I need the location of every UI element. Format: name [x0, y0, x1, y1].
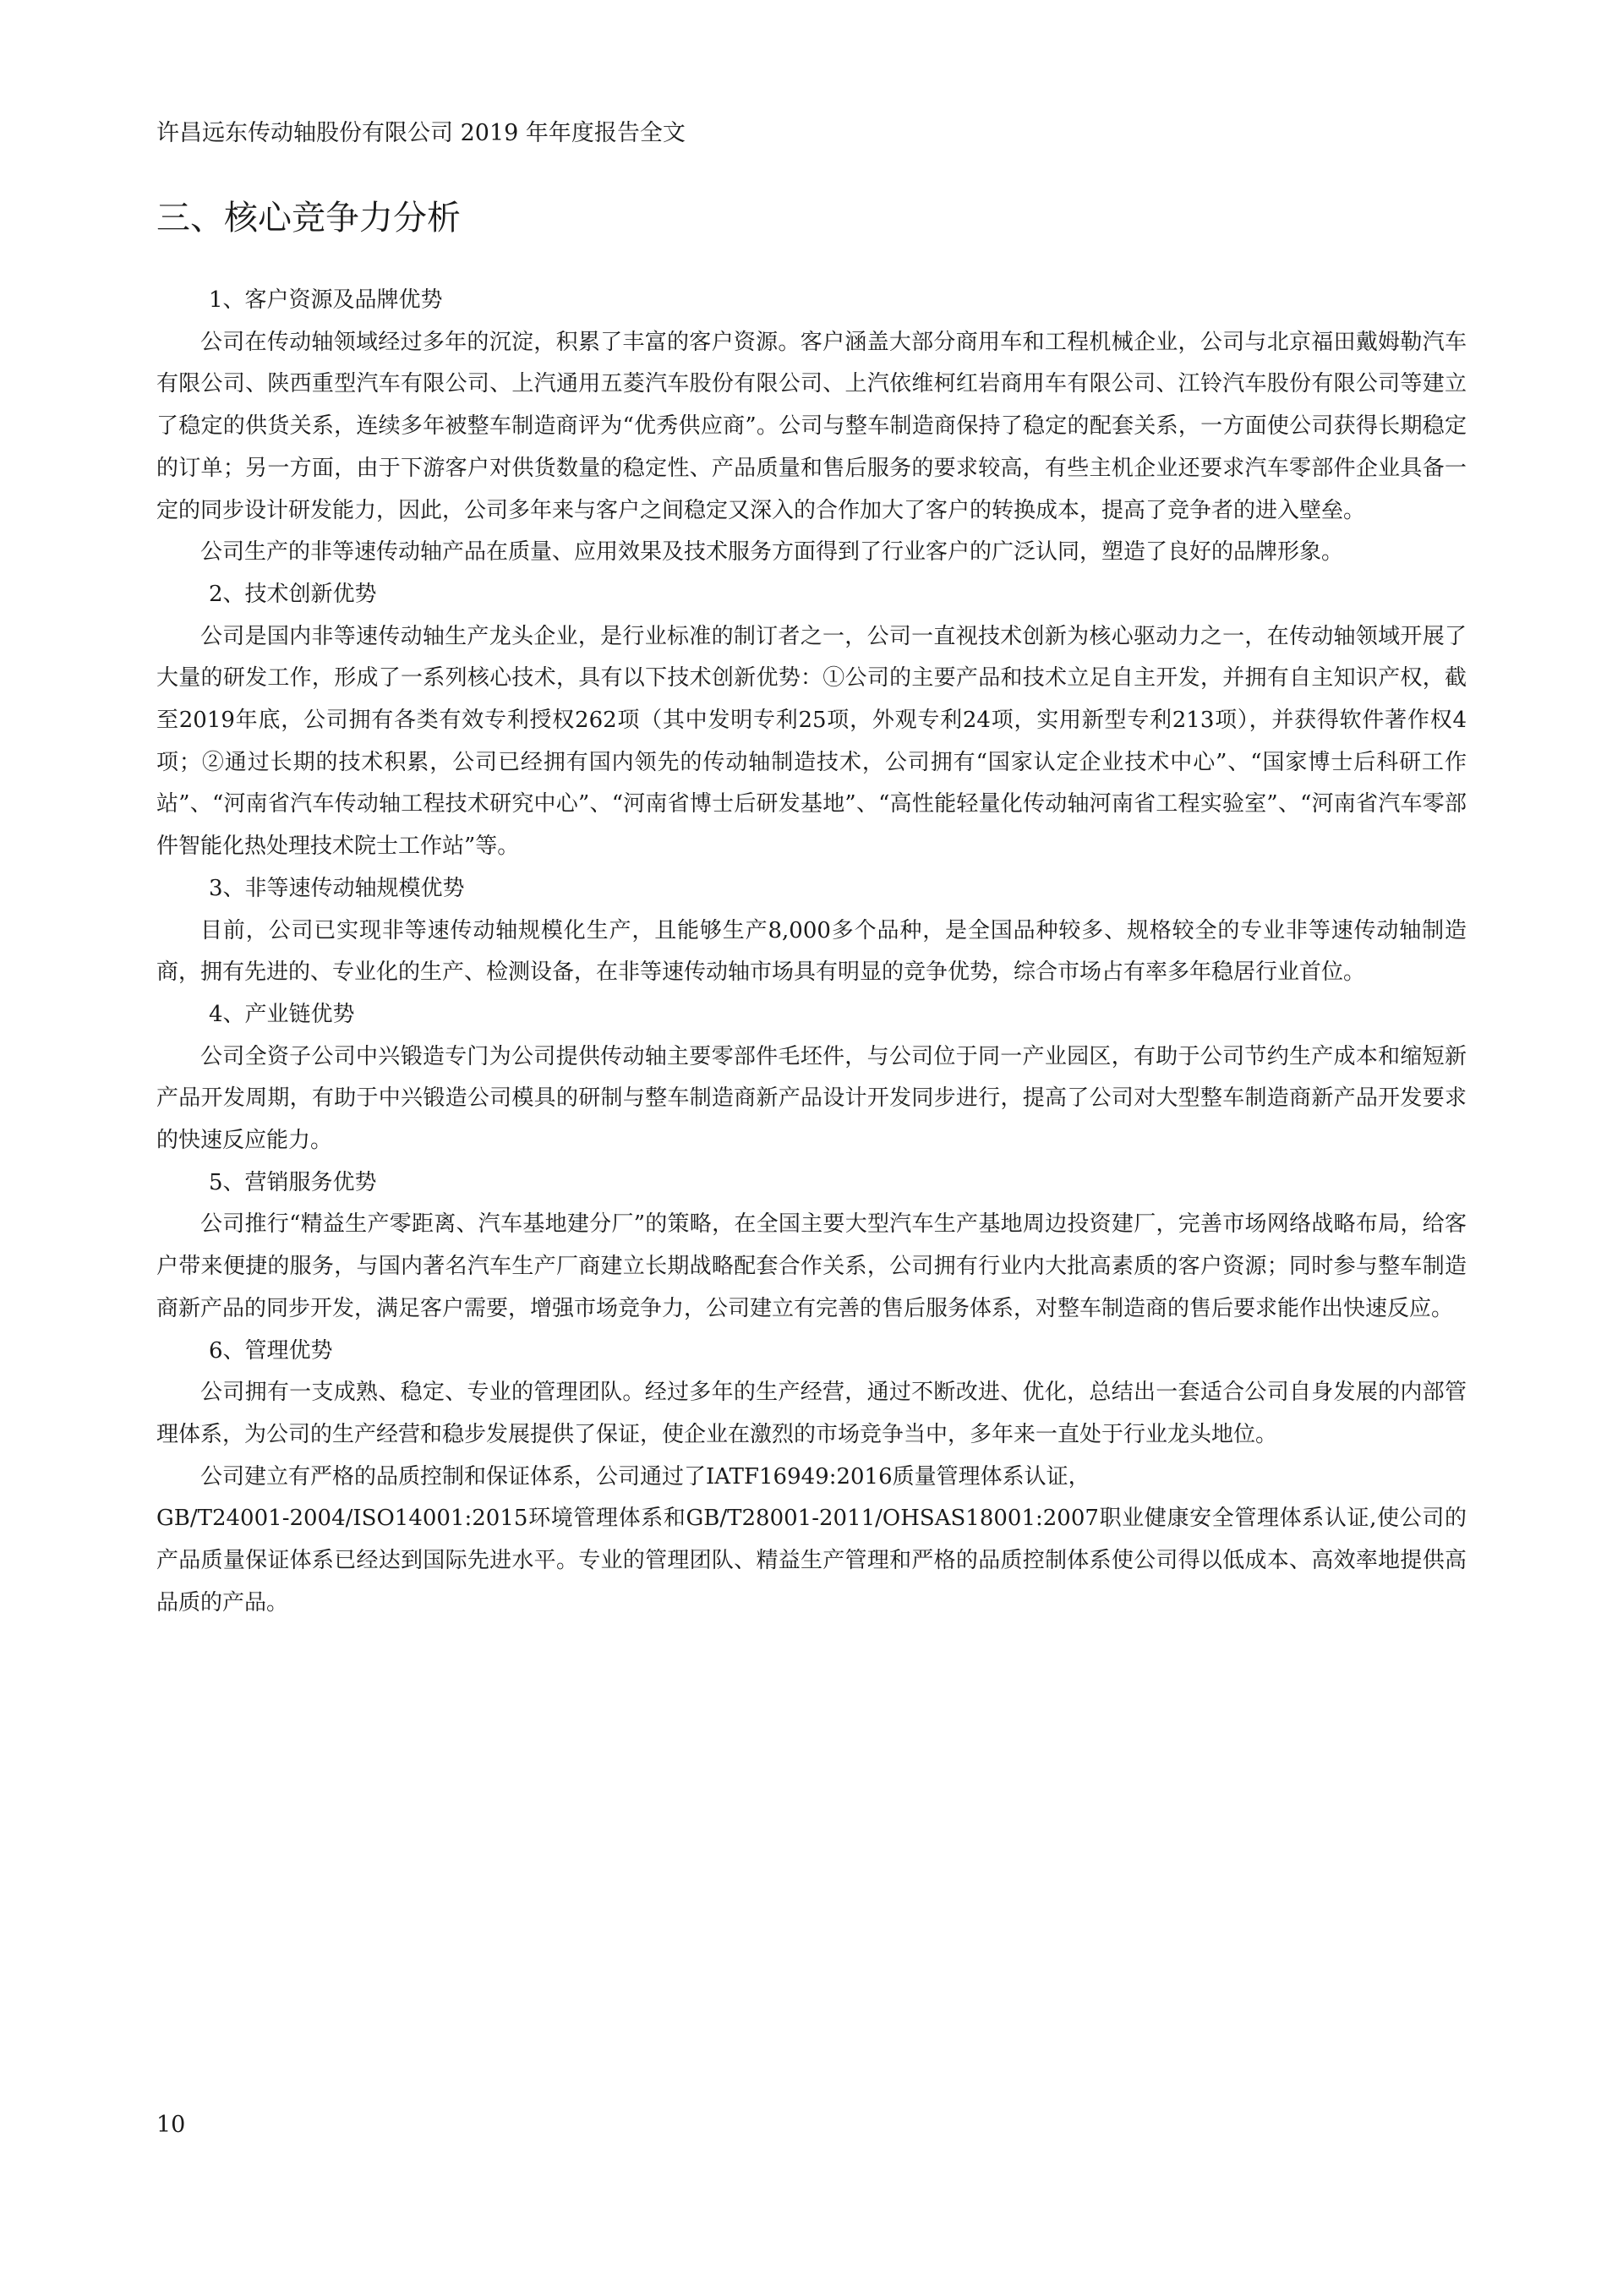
subheading-industry-chain: 4、产业链优势 [209, 1001, 355, 1027]
section-content [156, 280, 1467, 1625]
subheading-customer-resources: 1、客户资源及品牌优势 [209, 287, 443, 313]
subheading-marketing-service: 5、营销服务优势 [209, 1169, 377, 1195]
subheading-scale-advantage: 3、非等速传动轴规模优势 [209, 875, 465, 901]
paragraph-customer-resources: 公司在传动轴领域经过多年的沉淀，积累了丰富的客户资源。客户涵盖大部分商用车和工程机械企业，公司与北京福田戴姆勒汽车有限公司、陕西重型汽车有限公司、上汽通用五菱汽车股份有限公司、上汽依维柯红岩商用车有限公司、江铃汽车股份有限公司等建立了稳定的供货关系，连续多年被整车制造商评为“优秀供应商”。公司与整车制造商保持了稳定的配套关系，一方面使公司获得长期稳定的订单；另一方面，由于下游客户对供货数量的稳定性、产品质量和售后服务的要求较高，有些主机企业还要求汽车零部件企业具备一定的同步设计研发能力，因此，公司多年来与客户之间稳定又深入的合作加大了客户的转换成本，提高了竞争者的进入壁垒。 [156, 329, 1467, 523]
subheading-management: 6、管理优势 [209, 1337, 333, 1364]
paragraph-quality-system-intro: 公司建立有严格的品质控制和保证体系，公司通过了IATF16949:2016质量管理体系认证， [200, 1463, 1090, 1490]
paragraph-scale-advantage: 目前，公司已实现非等速传动轴规模化生产，且能够生产8,000多个品种，是全国品种较多、规格较全的专业非等速传动轴制造商，拥有先进的、专业化的生产、检测设备，在非等速传动轴市场具有明显的竞争优势，综合市场占有率多年稳居行业首位。 [156, 917, 1467, 986]
paragraph-management: 公司拥有一支成熟、稳定、专业的管理团队。经过多年的生产经营，通过不断改进、优化，总结出一套适合公司自身发展的内部管理体系，为公司的生产经营和稳步发展提供了保证，使企业在激烈的市场竞争当中，多年来一直处于行业龙头地位。 [156, 1380, 1467, 1447]
report-header: 许昌远东传动轴股份有限公司 2019 年年度报告全文 [156, 120, 686, 146]
paragraph-technology-innovation: 公司是国内非等速传动轴生产龙头企业，是行业标准的制订者之一，公司一直视技术创新为核心驱动力之一，在传动轴领域开展了大量的研发工作，形成了一系列核心技术，具有以下技术创新优势：①公司的主要产品和技术立足自主开发，并拥有自主知识产权，截至2019年底，公司拥有各类有效专利授权262项（其中发明专利25项，外观专利24项，实用新型专利213项），并获得软件著作权4项；②通过长期的技术积累，公司已经拥有国内领先的传动轴制造技术，公司拥有“国家认定企业技术中心”、“国家博士后科研工作站”、“河南省汽车传动轴工程技术研究中心”、“河南省博士后研发基地”、“高性能轻量化传动轴河南省工程实验室”、“河南省汽车零部件智能化热处理技术院士工作站”等。 [156, 623, 1467, 860]
subheading-technology-innovation: 2、技术创新优势 [209, 581, 377, 607]
paragraph-industry-chain: 公司全资子公司中兴锻造专门为公司提供传动轴主要零部件毛坯件，与公司位于同一产业园区，有助于公司节约生产成本和缩短新产品开发周期，有助于中兴锻造公司模具的研制与整车制造商新产品设计开发同步进行，提高了公司对大型整车制造商新产品开发要求的快速反应能力。 [156, 1043, 1467, 1154]
paragraph-quality-system-detail: GB/T24001-2004/ISO14001:2015环境管理体系和GB/T28001-2011/OHSAS18001:2007职业健康安全管理体系认证,使公司的产品质量保证体系已经达到国际先进水平。专业的管理团队、精益生产管理和严格的品质控制体系使公司得以低成本、高效率地提供高品质的产品。 [156, 1506, 1467, 1615]
page-number: 10 [156, 2112, 186, 2138]
paragraph-brand-image: 公司生产的非等速传动轴产品在质量、应用效果及技术服务方面得到了行业客户的广泛认同，塑造了良好的品牌形象。 [200, 539, 1344, 566]
section-title: 三、核心竞争力分析 [156, 199, 461, 238]
paragraph-marketing-service: 公司推行“精益生产零距离、汽车基地建分厂”的策略，在全国主要大型汽车生产基地周边投资建厂，完善市场网络战略布局，给客户带来便捷的服务，与国内著名汽车生产厂商建立长期战略配套合作关系，公司拥有行业内大批高素质的客户资源；同时参与整车制造商新产品的同步开发，满足客户需要，增强市场竞争力，公司建立有完善的售后服务体系，对整车制造商的售后要求能作出快速反应。 [156, 1211, 1467, 1321]
